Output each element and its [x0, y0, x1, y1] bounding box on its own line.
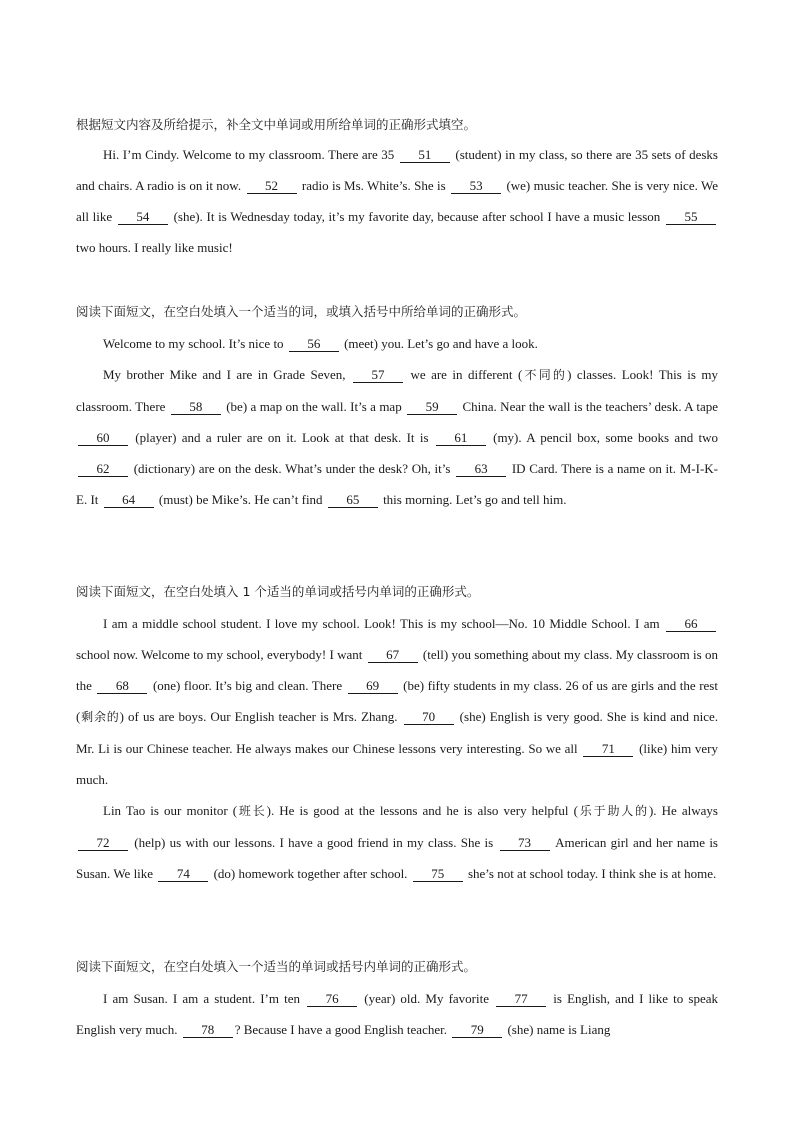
text-run: (must) be Mike’s. He can’t find	[155, 492, 326, 507]
answer-blank-78[interactable]: 78	[183, 1022, 233, 1038]
text-run: ). He always	[648, 803, 718, 818]
answer-blank-52[interactable]: 52	[247, 178, 297, 194]
text-run: ? Because I have a good English teacher.	[234, 1022, 451, 1037]
answer-blank-70[interactable]: 70	[404, 709, 454, 725]
section-body	[76, 139, 718, 263]
answer-blank-71[interactable]: 71	[583, 741, 633, 757]
answer-blank-56[interactable]: 56	[289, 336, 339, 352]
answer-blank-55[interactable]: 55	[666, 209, 716, 225]
answer-blank-67[interactable]: 67	[368, 647, 418, 663]
answer-blank-62[interactable]: 62	[78, 461, 128, 477]
chinese-gloss: 乐于助人的	[577, 804, 649, 818]
answer-blank-61[interactable]: 61	[436, 430, 486, 446]
text-run: Lin Tao is our monitor (	[103, 803, 238, 818]
answer-blank-63[interactable]: 63	[456, 461, 506, 477]
passage-paragraph	[76, 328, 718, 359]
answer-blank-77[interactable]: 77	[496, 991, 546, 1007]
text-run: I am a middle school student. I love my school. Look! This is my school—No. 10 Middle School. I am	[103, 616, 664, 631]
text-run: Hi. I’m Cindy. Welcome to my classroom. There are 35	[103, 147, 398, 162]
text-run: (be) fifty students in my class. 26 of us are girls and the rest (	[76, 678, 718, 724]
text-run: she’s not at school today. I think she is at home.	[464, 866, 717, 881]
text-run: ID Card. There is a name on it. M-I-K-E. It	[76, 461, 718, 507]
answer-blank-60[interactable]: 60	[78, 430, 128, 446]
text-run: (year) old. My favorite	[359, 991, 495, 1006]
passage-paragraph	[76, 983, 718, 1045]
text-run: (like) him very much.	[76, 741, 718, 787]
section-instruction: 根据短文内容及所给提示，补全文中单词或用所给单词的正确形式填空。	[76, 117, 477, 132]
text-run: Welcome to my school. It’s nice to	[103, 336, 287, 351]
answer-blank-79[interactable]: 79	[452, 1022, 502, 1038]
text-run: this morning. Let’s go and tell him.	[379, 492, 567, 507]
text-run: (dictionary) are on the desk. What’s under the desk? Oh, it’s	[130, 461, 455, 476]
text-run: ) of us are boys. Our English teacher is Mrs. Zhang.	[119, 709, 402, 724]
answer-blank-72[interactable]: 72	[78, 835, 128, 851]
passage-paragraph	[76, 359, 718, 515]
text-run: (meet) you. Let’s go and have a look.	[340, 336, 538, 351]
text-run: (she) English is very good. She is kind and nice. Mr. Li is our Chinese teacher. He always makes our Chinese lessons very interesting. So we all	[76, 709, 719, 756]
chinese-gloss: 剩余的	[80, 710, 120, 724]
text-run: (she) name is Liang	[504, 1022, 611, 1037]
chinese-gloss: 班长	[237, 804, 267, 818]
section-2	[76, 302, 718, 515]
text-run: (my). A pencil box, some books and two	[487, 430, 718, 445]
section-1	[76, 115, 718, 263]
passage-paragraph	[76, 795, 718, 889]
section-body	[76, 328, 718, 515]
answer-blank-58[interactable]: 58	[171, 399, 221, 415]
answer-blank-53[interactable]: 53	[451, 178, 501, 194]
section-instruction: 阅读下面短文，在空白处填入 1 个适当的单词或括号内单词的正确形式。	[76, 584, 480, 599]
text-run: I am Susan. I am a student. I’m ten	[103, 991, 306, 1006]
answer-blank-68[interactable]: 68	[97, 678, 147, 694]
text-run: (tell) you something about my class. My classroom is on the	[76, 647, 718, 693]
answer-blank-54[interactable]: 54	[118, 209, 168, 225]
answer-blank-66[interactable]: 66	[666, 616, 716, 632]
text-run: ) classes. Look! This is my classroom. There	[76, 367, 718, 414]
text-run: (be) a map on the wall. It’s a map	[222, 399, 406, 414]
text-run: is English, and I like to speak English very much.	[76, 991, 718, 1037]
text-run: (one) floor. It’s big and clean. There	[149, 678, 346, 693]
section-3	[76, 582, 718, 889]
section-body	[76, 983, 718, 1045]
answer-blank-75[interactable]: 75	[413, 866, 463, 882]
answer-blank-51[interactable]: 51	[400, 147, 450, 163]
text-run: American girl and her name is Susan. We like	[76, 835, 718, 881]
text-run: two hours. I really like music!	[76, 240, 233, 255]
passage-paragraph	[76, 139, 718, 263]
section-body	[76, 608, 718, 889]
section-instruction: 阅读下面短文，在空白处填入一个适当的词，或填入括号中所给单词的正确形式。	[76, 304, 527, 319]
text-run: school now. Welcome to my school, everybody! I want	[76, 647, 366, 662]
answer-blank-57[interactable]: 57	[353, 367, 403, 383]
text-run: (she). It is Wednesday today, it’s my favorite day, because after school I have a music lesson	[169, 209, 664, 224]
answer-blank-59[interactable]: 59	[407, 399, 457, 415]
text-run: (help) us with our lessons. I have a good friend in my class. She is	[130, 835, 498, 850]
answer-blank-65[interactable]: 65	[328, 492, 378, 508]
text-run: radio is Ms. White’s. She is	[298, 178, 450, 193]
text-run: (do) homework together after school.	[210, 866, 411, 881]
text-run: (we) music teacher. She is very nice. We all like	[76, 178, 718, 224]
answer-blank-74[interactable]: 74	[158, 866, 208, 882]
section-instruction: 阅读下面短文，在空白处填入一个适当的单词或括号内单词的正确形式。	[76, 959, 477, 974]
answer-blank-76[interactable]: 76	[307, 991, 357, 1007]
text-run: we are in different (	[405, 367, 523, 382]
text-run: ). He is good at the lessons and he is also very helpful (	[266, 803, 578, 818]
passage-paragraph	[76, 608, 718, 795]
text-run: (player) and a ruler are on it. Look at that desk. It is	[130, 430, 434, 445]
chinese-gloss: 不同的	[522, 368, 568, 382]
answer-blank-69[interactable]: 69	[348, 678, 398, 694]
text-run: China. Near the wall is the teachers’ desk. A tape	[459, 399, 718, 414]
answer-blank-73[interactable]: 73	[500, 835, 550, 851]
section-4	[76, 957, 718, 1045]
text-run: (student) in my class, so there are 35 sets of desks and chairs. A radio is on it now.	[76, 147, 718, 193]
text-run: My brother Mike and I are in Grade Seven,	[103, 367, 352, 382]
answer-blank-64[interactable]: 64	[104, 492, 154, 508]
